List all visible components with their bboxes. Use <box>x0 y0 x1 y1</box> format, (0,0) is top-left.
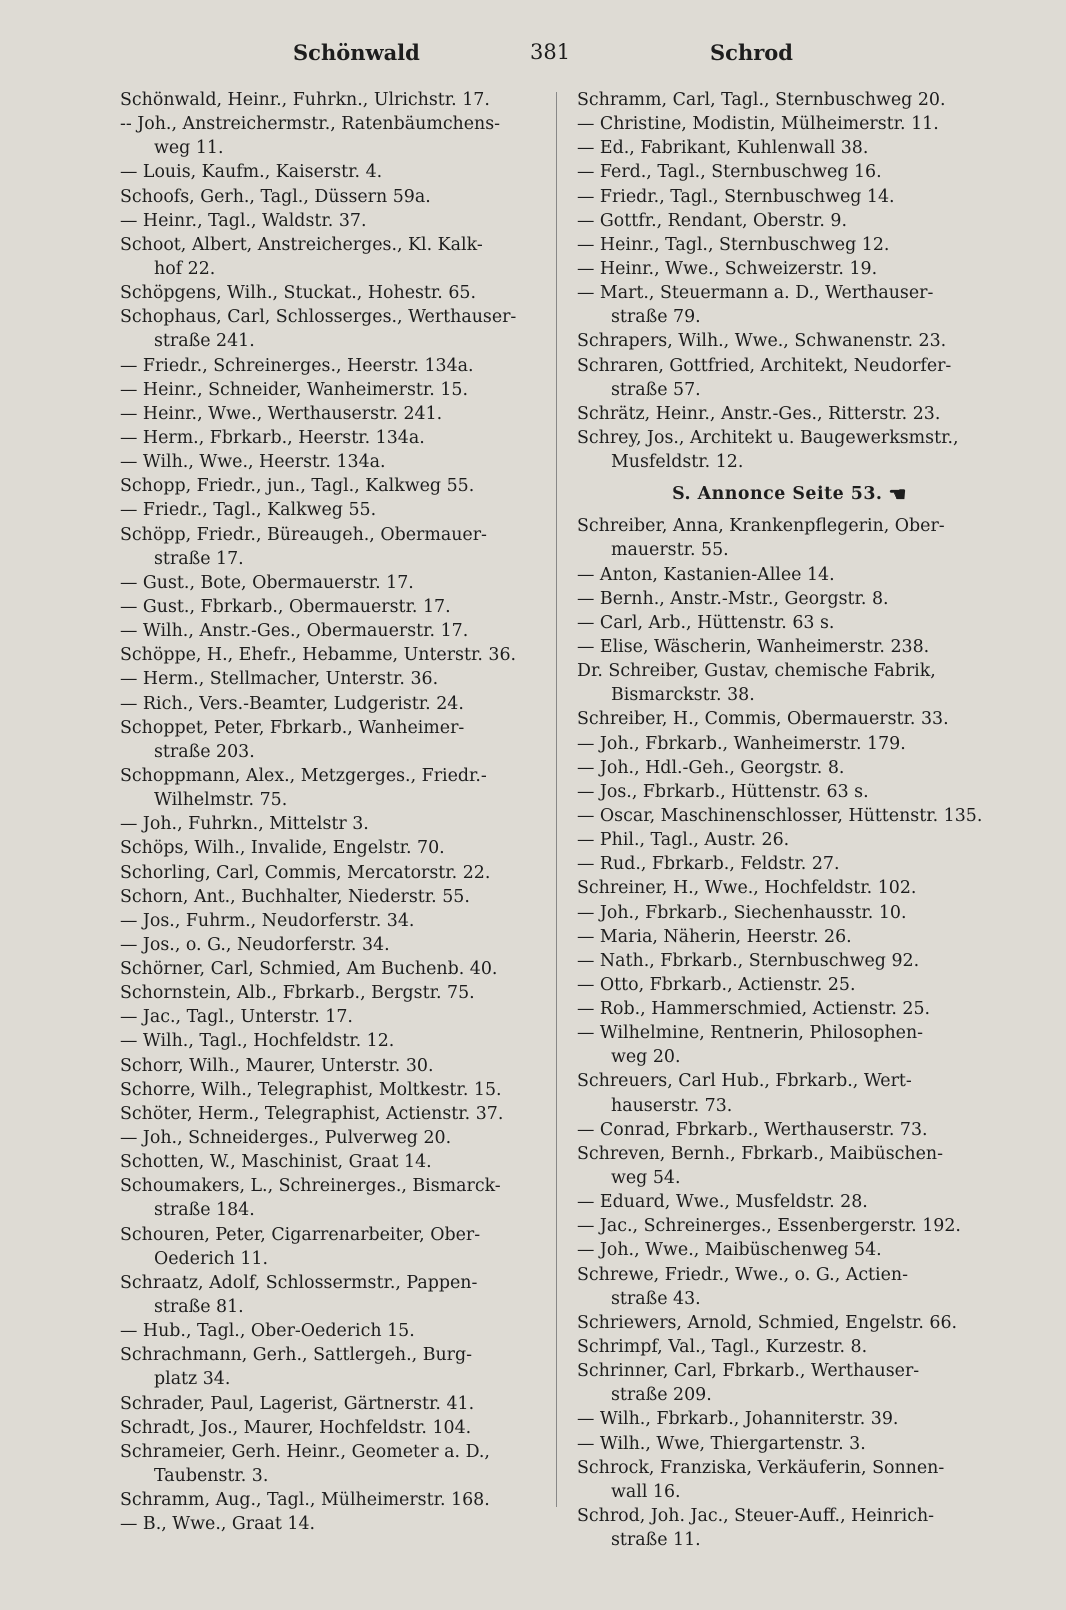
directory-entry: — Heinr., Wwe., Schweizerstr. 19. <box>577 258 878 279</box>
directory-entry: Schouren, Peter, Cigarrenarbeiter, Ober- <box>120 1224 481 1245</box>
right-column <box>577 88 1002 1552</box>
directory-entry: — Joh., Wwe., Maibüschenweg 54. <box>577 1240 882 1261</box>
directory-entry: — Jos., Fuhrm., Neudorferstr. 34. <box>120 910 415 931</box>
page-number: 381 <box>530 40 571 64</box>
header-left-keyword: Schönwald <box>293 40 420 65</box>
directory-entry: Schoofs, Gerh., Tagl., Düssern 59a. <box>120 186 431 207</box>
directory-entry: — Wilh., Anstr.-Ges., Obermauerstr. 17. <box>120 621 469 642</box>
directory-entry: — Wilhelmine, Rentnerin, Philosophen- <box>577 1023 924 1044</box>
directory-entry: Schreuers, Carl Hub., Fbrkarb., Wert- <box>577 1071 912 1092</box>
directory-entry: — Joh., Fuhrkn., Mittelstr 3. <box>120 814 369 835</box>
directory-entry-continuation: hauserstr. 73. <box>611 1095 733 1116</box>
page-header <box>115 40 1006 70</box>
directory-entry: Schreiber, Anna, Krankenpflegerin, Ober- <box>577 516 945 537</box>
directory-entry: Schöpgens, Wilh., Stuckat., Hohestr. 65. <box>120 283 477 304</box>
annonce-notice <box>577 474 1002 514</box>
directory-entry-continuation: straße 43. <box>611 1288 701 1309</box>
directory-entry: — Bernh., Anstr.-Mstr., Georgstr. 8. <box>577 588 889 609</box>
directory-entry: — Jac., Tagl., Unterstr. 17. <box>120 1007 353 1028</box>
directory-entry: — Gottfr., Rendant, Oberstr. 9. <box>577 210 847 231</box>
directory-entry: — Heinr., Schneider, Wanheimerstr. 15. <box>120 379 469 400</box>
directory-entry: — Rich., Vers.-Beamter, Ludgeristr. 24. <box>120 693 464 714</box>
directory-entry: Schöpp, Friedr., Büreaugeh., Obermauer- <box>120 524 487 545</box>
directory-entry: — Joh., Fbrkarb., Siechenhausstr. 10. <box>577 902 907 923</box>
directory-entry: — B., Wwe., Graat 14. <box>120 1514 316 1535</box>
directory-entry: Schoumakers, L., Schreinerges., Bismarck- <box>120 1176 501 1197</box>
directory-entry-continuation: Oederich 11. <box>154 1248 268 1269</box>
directory-entry-continuation: straße 209. <box>611 1385 712 1406</box>
directory-entry: — Carl, Arb., Hüttenstr. 63 s. <box>577 612 835 633</box>
directory-entry-continuation: straße 81. <box>154 1297 244 1318</box>
directory-entry: Schorn, Ant., Buchhalter, Niederstr. 55. <box>120 886 470 907</box>
directory-entry: Schöter, Herm., Telegraphist, Actienstr. 37. <box>120 1103 504 1124</box>
directory-entry: — Rud., Fbrkarb., Feldstr. 27. <box>577 854 840 875</box>
directory-entry: — Joh., Schneiderges., Pulverweg 20. <box>120 1128 452 1149</box>
directory-entry: — Jac., Schreinerges., Essenbergerstr. 192. <box>577 1216 961 1237</box>
directory-entry: Schrapers, Wilh., Wwe., Schwanenstr. 23. <box>577 331 947 352</box>
directory-entry: — Otto, Fbrkarb., Actienstr. 25. <box>577 974 856 995</box>
directory-entry: — Nath., Fbrkarb., Sternbuschweg 92. <box>577 950 920 971</box>
directory-entry-continuation: weg 20. <box>611 1047 681 1068</box>
directory-entry-continuation: straße 79. <box>611 307 701 328</box>
directory-entry: Schönwald, Heinr., Fuhrkn., Ulrichstr. 17. <box>120 90 490 110</box>
directory-entry: — Hub., Tagl., Ober-Oederich 15. <box>120 1321 415 1342</box>
directory-entry: Schrod, Joh. Jac., Steuer-Auff., Heinrich- <box>577 1506 935 1527</box>
directory-entry: Schrinner, Carl, Fbrkarb., Werthauser- <box>577 1361 920 1382</box>
directory-entry-continuation: weg 11. <box>154 138 224 159</box>
directory-entry: — Conrad, Fbrkarb., Werthauserstr. 73. <box>577 1119 928 1140</box>
directory-entry: Schraatz, Adolf, Schlossermstr., Pappen- <box>120 1272 478 1293</box>
directory-entry: — Heinr., Wwe., Werthauserstr. 241. <box>120 403 443 424</box>
directory-entry: — Phil., Tagl., Austr. 26. <box>577 830 790 851</box>
directory-entry: — Jos., Fbrkarb., Hüttenstr. 63 s. <box>577 781 869 802</box>
directory-entry: — Christine, Modistin, Mülheimerstr. 11. <box>577 114 939 135</box>
directory-entry: — Jos., o. G., Neudorferstr. 34. <box>120 934 390 955</box>
directory-entry: Schrewe, Friedr., Wwe., o. G., Actien- <box>577 1264 908 1285</box>
directory-entry: Schramm, Aug., Tagl., Mülheimerstr. 168. <box>120 1490 490 1511</box>
directory-entry: Schoppet, Peter, Fbrkarb., Wanheimer- <box>120 717 465 738</box>
directory-entry: — Gust., Fbrkarb., Obermauerstr. 17. <box>120 596 451 617</box>
directory-entry: — Gust., Bote, Obermauerstr. 17. <box>120 572 414 593</box>
left-column <box>120 88 550 1536</box>
directory-entry-continuation: Musfeldstr. 12. <box>611 452 744 473</box>
directory-entry: — Mart., Steuermann a. D., Werthauser- <box>577 283 934 304</box>
directory-entry: Schopp, Friedr., jun., Tagl., Kalkweg 55. <box>120 476 475 497</box>
directory-entry: — Friedr., Schreinerges., Heerstr. 134a. <box>120 355 474 376</box>
directory-entry: Schöppe, H., Ehefr., Hebamme, Unterstr. 36. <box>120 645 517 666</box>
directory-entry: — Eduard, Wwe., Musfeldstr. 28. <box>577 1192 868 1213</box>
directory-entry: Schophaus, Carl, Schlosserges., Werthauser- <box>120 307 517 328</box>
directory-entry-continuation: wall 16. <box>611 1481 681 1502</box>
directory-entry: Schrader, Paul, Lagerist, Gärtnerstr. 41. <box>120 1393 475 1414</box>
directory-entry: — Friedr., Tagl., Kalkweg 55. <box>120 500 377 521</box>
directory-entry: — Heinr., Tagl., Sternbuschweg 12. <box>577 234 890 255</box>
directory-entry: — Maria, Näherin, Heerstr. 26. <box>577 926 852 947</box>
directory-entry-continuation: straße 11. <box>611 1530 701 1551</box>
directory-entry: Schreven, Bernh., Fbrkarb., Maibüschen- <box>577 1143 943 1164</box>
directory-entry: Schraren, Gottfried, Architekt, Neudorfer- <box>577 355 952 376</box>
directory-entry: — Elise, Wäscherin, Wanheimerstr. 238. <box>577 636 930 657</box>
directory-entry: Schrameier, Gerh. Heinr., Geometer a. D., <box>120 1441 490 1462</box>
directory-entry: Schorre, Wilh., Telegraphist, Moltkestr. 15. <box>120 1079 502 1100</box>
directory-entry-continuation: straße 203. <box>154 741 255 762</box>
directory-entry: — Louis, Kaufm., Kaiserstr. 4. <box>120 162 383 183</box>
directory-entry: Schörner, Carl, Schmied, Am Buchenb. 40. <box>120 959 498 980</box>
directory-entry: Schotten, W., Maschinist, Graat 14. <box>120 1152 432 1173</box>
directory-entry: — Friedr., Tagl., Sternbuschweg 14. <box>577 186 895 207</box>
directory-entry: — Wilh., Wwe, Thiergartenstr. 3. <box>577 1433 866 1454</box>
directory-entry-continuation: mauerstr. 55. <box>611 540 729 561</box>
column-divider <box>556 92 557 1507</box>
directory-entry-continuation: straße 57. <box>611 379 701 400</box>
directory-entry-continuation: straße 17. <box>154 548 244 569</box>
header-right-keyword: Schrod <box>710 40 793 65</box>
directory-entry: Schrimpf, Val., Tagl., Kurzestr. 8. <box>577 1337 868 1358</box>
directory-entry: — Anton, Kastanien-Allee 14. <box>577 564 835 585</box>
directory-entry-continuation: Bismarckstr. 38. <box>611 685 755 706</box>
directory-entry: — Herm., Stellmacher, Unterstr. 36. <box>120 669 439 690</box>
pointing-hand-icon: ☚ <box>888 482 907 507</box>
directory-entry: -- Joh., Anstreichermstr., Ratenbäumchens- <box>120 114 501 135</box>
directory-entry-continuation: Taubenstr. 3. <box>154 1466 269 1487</box>
directory-entry-continuation: platz 34. <box>154 1369 231 1390</box>
directory-entry: Schorling, Carl, Commis, Mercatorstr. 22. <box>120 862 491 883</box>
directory-entry-continuation: Wilhelmstr. 75. <box>154 790 288 811</box>
directory-entry-continuation: weg 54. <box>611 1168 681 1189</box>
directory-entry: Schrey, Jos., Architekt u. Baugewerksmstr., <box>577 427 959 448</box>
directory-entry: Schreiner, H., Wwe., Hochfeldstr. 102. <box>577 878 917 899</box>
directory-entry: — Wilh., Fbrkarb., Johanniterstr. 39. <box>577 1409 899 1430</box>
directory-entry: — Heinr., Tagl., Waldstr. 37. <box>120 210 367 231</box>
directory-entry: Schriewers, Arnold, Schmied, Engelstr. 66. <box>577 1312 958 1333</box>
directory-entry: — Joh., Hdl.-Geh., Georgstr. 8. <box>577 757 845 778</box>
right-column-top-entries <box>577 88 1002 474</box>
directory-entry: Schrätz, Heinr., Anstr.-Ges., Ritterstr. 23. <box>577 403 941 424</box>
directory-entry: — Wilh., Wwe., Heerstr. 134a. <box>120 452 386 473</box>
directory-entry-continuation: straße 241. <box>154 331 255 352</box>
directory-entry: Schöps, Wilh., Invalide, Engelstr. 70. <box>120 838 445 859</box>
directory-entry: Dr. Schreiber, Gustav, chemische Fabrik, <box>577 661 936 682</box>
directory-entry: Schrock, Franziska, Verkäuferin, Sonnen- <box>577 1457 945 1478</box>
directory-entry: — Ed., Fabrikant, Kuhlenwall 38. <box>577 138 869 159</box>
directory-entry: Schramm, Carl, Tagl., Sternbuschweg 20. <box>577 90 946 110</box>
directory-entry: Schoppmann, Alex., Metzgerges., Friedr.- <box>120 765 487 786</box>
directory-entry: — Herm., Fbrkarb., Heerstr. 134a. <box>120 427 425 448</box>
directory-entry-continuation: hof 22. <box>154 258 216 279</box>
directory-entry: Schorr, Wilh., Maurer, Unterstr. 30. <box>120 1055 434 1076</box>
directory-entry: — Rob., Hammerschmied, Actienstr. 25. <box>577 999 931 1020</box>
directory-entry: Schornstein, Alb., Fbrkarb., Bergstr. 75. <box>120 983 475 1004</box>
directory-entry: — Joh., Fbrkarb., Wanheimerstr. 179. <box>577 733 906 754</box>
directory-entry-continuation: straße 184. <box>154 1200 255 1221</box>
right-column-bottom-entries <box>577 514 1002 1552</box>
directory-entry: Schrachmann, Gerh., Sattlergeh., Burg- <box>120 1345 473 1366</box>
annonce-text: S. Annonce Seite 53. <box>672 484 883 505</box>
directory-entry: Schradt, Jos., Maurer, Hochfeldstr. 104. <box>120 1417 472 1438</box>
directory-entry: — Wilh., Tagl., Hochfeldstr. 12. <box>120 1031 395 1052</box>
directory-entry: Schreiber, H., Commis, Obermauerstr. 33. <box>577 709 949 730</box>
directory-entry: — Oscar, Maschinenschlosser, Hüttenstr. 135. <box>577 805 983 826</box>
directory-entry: Schoot, Albert, Anstreicherges., Kl. Kalk- <box>120 234 483 255</box>
directory-entry: — Ferd., Tagl., Sternbuschweg 16. <box>577 162 882 183</box>
